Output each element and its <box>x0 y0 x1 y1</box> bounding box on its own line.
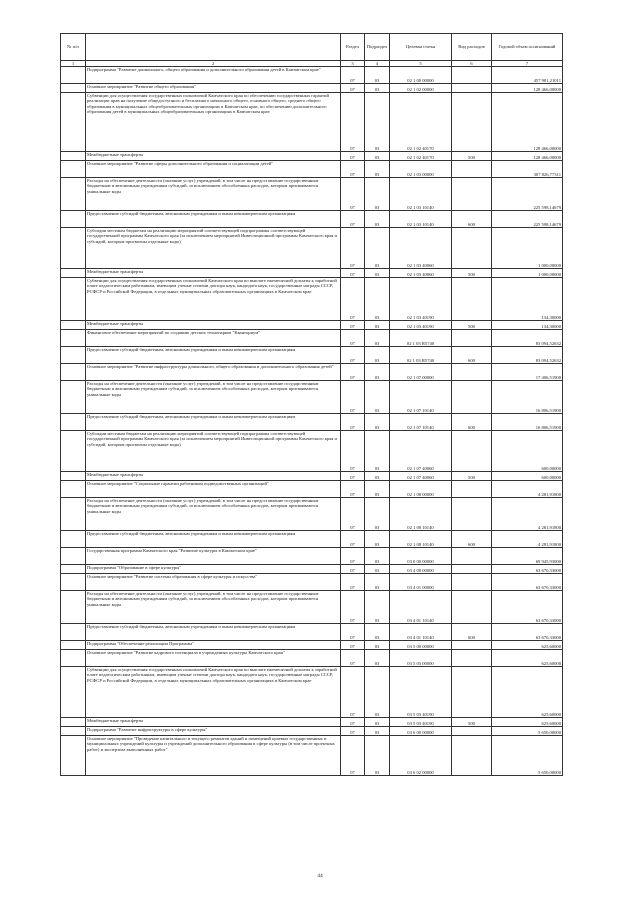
row-amount: 16 806,51900 <box>492 381 563 414</box>
row-target-item: 03 4 00 00000 <box>390 565 452 574</box>
row-subsection: 03 <box>365 84 390 93</box>
column-index: 7 <box>492 61 563 67</box>
row-subsection: 03 <box>365 667 390 718</box>
row-target-item: 02 1 07 10140 <box>390 381 452 414</box>
row-number <box>61 178 86 211</box>
row-subsection: 03 <box>365 472 390 481</box>
table-row <box>61 624 563 641</box>
row-expense-type <box>452 641 492 650</box>
table-row <box>61 565 563 574</box>
row-amount: 225 598,14679 <box>492 178 563 211</box>
row-name: Предоставление субсидий бюджетным, автономным учреждениям и иным некоммерческим организациям <box>86 211 341 228</box>
row-section: 07 <box>341 667 365 718</box>
row-number <box>61 269 86 278</box>
row-name: Межбюджетные трансферты <box>86 718 341 727</box>
table-row <box>61 347 563 364</box>
row-amount: 1 000,00000 <box>492 228 563 269</box>
row-name: Субсидии местным бюджетам на реализацию мероприятий соответствующей подпрограммы соответствующей государственной программы Камчатского края (за исключением мероприятий Инвестиционной программы Камчатского края и субсидий, которым присвоены отдельные коды) <box>86 228 341 269</box>
table-row <box>61 178 563 211</box>
table-row <box>61 641 563 650</box>
row-section: 07 <box>341 330 365 347</box>
row-section: 07 <box>341 481 365 498</box>
row-subsection: 03 <box>365 178 390 211</box>
header-expense-type: Вид расходов <box>452 34 492 61</box>
row-expense-type <box>452 67 492 84</box>
table-row <box>61 321 563 330</box>
row-number <box>61 347 86 364</box>
row-name: Основное мероприятие "Развитие инфраструктуры дошкольного, общего образования и дополнительного образования детей" <box>86 364 341 381</box>
row-section: 07 <box>341 178 365 211</box>
row-section: 07 <box>341 67 365 84</box>
row-number <box>61 152 86 161</box>
row-subsection: 03 <box>365 650 390 667</box>
table-row <box>61 650 563 667</box>
table-row <box>61 278 563 321</box>
row-target-item: 02 1 08 00000 <box>390 481 452 498</box>
row-subsection: 03 <box>365 347 390 364</box>
row-name: Государственная программа Камчатского края "Развитие культуры в Камчатском крае" <box>86 548 341 565</box>
row-subsection: 03 <box>365 330 390 347</box>
row-section: 07 <box>341 211 365 228</box>
row-expense-type <box>452 330 492 347</box>
table-row <box>61 498 563 531</box>
row-subsection: 03 <box>365 727 390 736</box>
table-body <box>61 67 563 776</box>
row-name: Основное мероприятие "Развитие сферы дополнительного образования и социализации детей" <box>86 161 341 178</box>
row-name: Межбюджетные трансферты <box>86 472 341 481</box>
row-amount: 4 281,91800 <box>492 498 563 531</box>
row-name: Предоставление субсидий бюджетным, автономным учреждениям и иным некоммерческим организациям <box>86 414 341 431</box>
row-section: 07 <box>341 152 365 161</box>
row-expense-type <box>452 364 492 381</box>
row-expense-type <box>452 84 492 93</box>
row-target-item: 03 4 01 00000 <box>390 574 452 591</box>
row-amount: 134,30000 <box>492 321 563 330</box>
row-section: 07 <box>341 736 365 776</box>
row-name: Расходы на обеспечение деятельности (оказание услуг) учреждений, в том числе на предоставление государственным бюджетным и автономным учреждениям субсидий, за исключением обособленных расходов, которым присваиваются уникальные коды <box>86 381 341 414</box>
row-amount: 4 281,91800 <box>492 531 563 548</box>
row-amount: 625,60000 <box>492 718 563 727</box>
row-section: 07 <box>341 228 365 269</box>
header-annual-amount: Годовой объем ассигнований <box>492 34 563 61</box>
row-amount: 625,60000 <box>492 667 563 718</box>
row-amount: 600,00000 <box>492 431 563 472</box>
row-expense-type <box>452 381 492 414</box>
table-row <box>61 481 563 498</box>
row-number <box>61 650 86 667</box>
budget-table-sheet <box>60 33 562 776</box>
row-target-item: 02 1 03 10140 <box>390 211 452 228</box>
row-number <box>61 591 86 624</box>
table-row <box>61 161 563 178</box>
row-expense-type: 500 <box>452 321 492 330</box>
row-target-item: 03 5 03 00000 <box>390 650 452 667</box>
row-subsection: 03 <box>365 431 390 472</box>
column-index: 5 <box>390 61 452 67</box>
row-expense-type <box>452 93 492 152</box>
row-section: 07 <box>341 650 365 667</box>
row-target-item: 02 1 00 00000 <box>390 67 452 84</box>
row-amount: 16 806,51900 <box>492 414 563 431</box>
row-subsection: 03 <box>365 152 390 161</box>
row-amount: 128 466,00000 <box>492 152 563 161</box>
row-target-item: 02 1 03 R5740 <box>390 347 452 364</box>
table-row <box>61 718 563 727</box>
row-target-item: 02 1 07 00000 <box>390 364 452 381</box>
table-row <box>61 414 563 431</box>
table-row <box>61 727 563 736</box>
row-section: 07 <box>341 591 365 624</box>
row-amount: 225 598,14679 <box>492 211 563 228</box>
row-number <box>61 381 86 414</box>
row-amount: 63 670,33000 <box>492 574 563 591</box>
row-expense-type <box>452 498 492 531</box>
row-expense-type <box>452 481 492 498</box>
row-subsection: 03 <box>365 364 390 381</box>
row-name: Подпрограмма "Образование в сфере культуры" <box>86 565 341 574</box>
header-number: № п/п <box>61 34 86 61</box>
row-target-item: 03 5 00 00000 <box>390 641 452 650</box>
row-subsection: 03 <box>365 269 390 278</box>
row-number <box>61 321 86 330</box>
row-amount: 5 650,00000 <box>492 727 563 736</box>
row-subsection: 03 <box>365 736 390 776</box>
table-row <box>61 591 563 624</box>
row-number <box>61 84 86 93</box>
row-target-item: 03 4 01 10140 <box>390 591 452 624</box>
row-subsection: 03 <box>365 531 390 548</box>
header-target-item: Целевая статья <box>390 34 452 61</box>
row-name: Подпрограмма "Обеспечение реализации Программы" <box>86 641 341 650</box>
row-subsection: 03 <box>365 211 390 228</box>
row-expense-type <box>452 548 492 565</box>
row-amount: 63 670,33000 <box>492 591 563 624</box>
row-expense-type: 600 <box>452 531 492 548</box>
row-number <box>61 718 86 727</box>
column-index: 2 <box>86 61 341 67</box>
row-number <box>61 93 86 152</box>
row-amount: 17 406,51900 <box>492 364 563 381</box>
row-section: 07 <box>341 269 365 278</box>
row-name: Межбюджетные трансферты <box>86 321 341 330</box>
row-expense-type <box>452 278 492 321</box>
row-section: 07 <box>341 472 365 481</box>
row-expense-type: 500 <box>452 269 492 278</box>
row-amount: 625,60000 <box>492 641 563 650</box>
row-number <box>61 472 86 481</box>
table-row <box>61 84 563 93</box>
row-target-item: 02 1 02 00000 <box>390 84 452 93</box>
row-name: Расходы на обеспечение деятельности (оказание услуг) учреждений, в том числе на предоставление государственным бюджетным и автономным учреждениям субсидий, за исключением обособленных расходов, которым присваиваются уникальные коды <box>86 591 341 624</box>
row-expense-type: 600 <box>452 211 492 228</box>
table-row <box>61 531 563 548</box>
row-expense-type: 500 <box>452 152 492 161</box>
row-name: Предоставление субсидий бюджетным, автономным учреждениям и иным некоммерческим организациям <box>86 531 341 548</box>
table-row <box>61 330 563 347</box>
row-number <box>61 667 86 718</box>
row-subsection: 03 <box>365 591 390 624</box>
row-section: 07 <box>341 718 365 727</box>
row-target-item: 02 1 02 40170 <box>390 93 452 152</box>
row-subsection: 03 <box>365 228 390 269</box>
row-number <box>61 481 86 498</box>
row-number <box>61 727 86 736</box>
row-number <box>61 414 86 431</box>
column-index: 4 <box>365 61 390 67</box>
row-target-item: 03 4 01 10140 <box>390 624 452 641</box>
row-amount: 69 945,93000 <box>492 548 563 565</box>
row-expense-type <box>452 574 492 591</box>
row-subsection: 03 <box>365 481 390 498</box>
row-number <box>61 736 86 776</box>
row-subsection: 03 <box>365 548 390 565</box>
row-amount: 457 981,21011 <box>492 67 563 84</box>
row-subsection: 03 <box>365 565 390 574</box>
row-amount: 307 826,77311 <box>492 161 563 178</box>
header-section: Раздел <box>341 34 365 61</box>
row-name: Предоставление субсидий бюджетным, автономным учреждениям и иным некоммерческим организациям <box>86 624 341 641</box>
row-amount: 63 670,33000 <box>492 624 563 641</box>
row-subsection: 03 <box>365 93 390 152</box>
row-expense-type <box>452 591 492 624</box>
row-target-item: 02 1 03 R5740 <box>390 330 452 347</box>
row-name: Основное мероприятие "Развитие кадрового потенциала в учреждениях культуры Камчатского края" <box>86 650 341 667</box>
row-name: Субвенции для осуществления государственных полномочий Камчатского края по обеспечению государственных гарантий реализации прав на получение общедоступного и бесплатного начального общего, основного общего, среднего общего образования в муниципальных общеобразовательных организациях в Камчатском крае, по обеспечению дополнительного образования детей в муниципальных общеобразовательных организациях в Камчатском крае <box>86 93 341 152</box>
table-row <box>61 574 563 591</box>
row-number <box>61 330 86 347</box>
row-name: Основное мероприятие "Социальные гарантии работникам подведомственных организаций" <box>86 481 341 498</box>
table-row <box>61 472 563 481</box>
table-row <box>61 364 563 381</box>
row-amount: 134,30000 <box>492 278 563 321</box>
row-expense-type <box>452 431 492 472</box>
header-subsection: Подраздел <box>365 34 390 61</box>
row-target-item: 02 1 03 40190 <box>390 321 452 330</box>
row-amount: 63 670,33000 <box>492 565 563 574</box>
row-number <box>61 548 86 565</box>
row-number <box>61 498 86 531</box>
row-subsection: 03 <box>365 641 390 650</box>
row-subsection: 03 <box>365 498 390 531</box>
row-subsection: 03 <box>365 381 390 414</box>
row-subsection: 03 <box>365 574 390 591</box>
column-index: 3 <box>341 61 365 67</box>
row-number <box>61 624 86 641</box>
row-target-item: 02 1 03 40190 <box>390 278 452 321</box>
row-subsection: 03 <box>365 278 390 321</box>
row-expense-type <box>452 667 492 718</box>
row-target-item: 03 5 03 40190 <box>390 718 452 727</box>
row-section: 07 <box>341 727 365 736</box>
table-row <box>61 736 563 776</box>
row-section: 07 <box>341 278 365 321</box>
row-target-item: 03 6 00 00000 <box>390 727 452 736</box>
row-expense-type: 500 <box>452 472 492 481</box>
row-target-item: 02 1 03 10140 <box>390 178 452 211</box>
table-row <box>61 431 563 472</box>
row-subsection: 03 <box>365 67 390 84</box>
table-row <box>61 228 563 269</box>
budget-table <box>60 33 563 776</box>
row-expense-type <box>452 161 492 178</box>
row-amount: 1 000,00000 <box>492 269 563 278</box>
table-row <box>61 667 563 718</box>
row-target-item: 02 1 02 40170 <box>390 152 452 161</box>
row-name: Финансовое обеспечение мероприятий по созданию детских технопарков "Кванториум" <box>86 330 341 347</box>
row-section: 07 <box>341 574 365 591</box>
row-target-item: 03 0 00 00000 <box>390 548 452 565</box>
row-section: 07 <box>341 321 365 330</box>
table-row <box>61 93 563 152</box>
row-target-item: 02 1 03 40060 <box>390 269 452 278</box>
row-amount: 83 094,52632 <box>492 347 563 364</box>
row-expense-type <box>452 736 492 776</box>
table-row <box>61 548 563 565</box>
row-name: Субсидии местным бюджетам на реализацию мероприятий соответствующей подпрограммы соответствующей государственной программы Камчатского края (за исключением мероприятий Инвестиционной программы Камчатского края и субсидий, которым присвоены отдельные коды) <box>86 431 341 472</box>
row-amount: 4 281,91800 <box>492 481 563 498</box>
row-number <box>61 364 86 381</box>
row-subsection: 03 <box>365 414 390 431</box>
row-name: Предоставление субсидий бюджетным, автономным учреждениям и иным некоммерческим организациям <box>86 347 341 364</box>
row-expense-type: 600 <box>452 624 492 641</box>
row-number <box>61 565 86 574</box>
row-section: 07 <box>341 641 365 650</box>
row-section: 07 <box>341 498 365 531</box>
row-number <box>61 431 86 472</box>
row-subsection: 03 <box>365 321 390 330</box>
row-section: 07 <box>341 531 365 548</box>
row-name: Подпрограмма "Развитие инфраструктуры в сфере культуры" <box>86 727 341 736</box>
row-target-item: 02 1 08 10140 <box>390 498 452 531</box>
table-header-row <box>61 34 563 61</box>
row-name: Субвенции для осуществления государственных полномочий Камчатского края по выплате ежемесячной доплаты к заработной плате педагогическим работникам, имеющим ученые степени доктора наук, кандидата наук, государственные награды СССР, РСФСР и Российской Федерации, в отдельных муниципальных образовательных организациях в Камчатском крае <box>86 667 341 718</box>
row-amount: 625,60000 <box>492 650 563 667</box>
row-name: Основное мероприятие "Развитие системы образования в сфере культуры и искусства" <box>86 574 341 591</box>
row-target-item: 03 5 03 40190 <box>390 667 452 718</box>
row-amount: 128 466,00000 <box>492 93 563 152</box>
row-section: 07 <box>341 431 365 472</box>
table-row <box>61 381 563 414</box>
row-name: Основное мероприятие "Развитие общего образования" <box>86 84 341 93</box>
row-name: Расходы на обеспечение деятельности (оказание услуг) учреждений, в том числе на предоставление государственным бюджетным и автономным учреждениям субсидий, за исключением обособленных расходов, которым присваиваются уникальные коды <box>86 178 341 211</box>
table-row <box>61 211 563 228</box>
row-expense-type: 600 <box>452 414 492 431</box>
row-target-item: 02 1 03 00000 <box>390 161 452 178</box>
row-target-item: 03 6 02 00000 <box>390 736 452 776</box>
row-target-item: 02 1 07 10140 <box>390 414 452 431</box>
row-amount: 83 094,52632 <box>492 330 563 347</box>
row-section: 07 <box>341 565 365 574</box>
row-section: 07 <box>341 624 365 641</box>
column-index: 1 <box>61 61 86 67</box>
row-amount: 5 650,00000 <box>492 736 563 776</box>
row-name: Межбюджетные трансферты <box>86 269 341 278</box>
row-expense-type: 500 <box>452 718 492 727</box>
row-name: Подпрограмма "Развитие дошкольного, общего образования и дополнительного образования детей в Камчатском крае" <box>86 67 341 84</box>
row-section: 07 <box>341 548 365 565</box>
row-expense-type <box>452 650 492 667</box>
row-section: 07 <box>341 364 365 381</box>
row-expense-type <box>452 565 492 574</box>
column-index: 6 <box>452 61 492 67</box>
row-number <box>61 161 86 178</box>
row-target-item: 02 1 08 10140 <box>390 531 452 548</box>
row-section: 07 <box>341 93 365 152</box>
row-number <box>61 278 86 321</box>
row-number <box>61 67 86 84</box>
row-expense-type <box>452 727 492 736</box>
row-number <box>61 574 86 591</box>
row-subsection: 03 <box>365 624 390 641</box>
row-number <box>61 228 86 269</box>
table-row <box>61 269 563 278</box>
page-number: 44 <box>317 873 323 879</box>
row-amount: 600,00000 <box>492 472 563 481</box>
row-amount: 128 466,00000 <box>492 84 563 93</box>
row-subsection: 03 <box>365 161 390 178</box>
table-row <box>61 152 563 161</box>
row-section: 07 <box>341 161 365 178</box>
row-name: Субвенции для осуществления государственных полномочий Камчатского края по выплате ежемесячной доплаты к заработной плате педагогическим работникам, имеющим ученые степени доктора наук, кандидата наук, государственные награды СССР, РСФСР и Российской Федерации, в отдельных муниципальных образовательных организациях в Камчатском крае <box>86 278 341 321</box>
row-section: 07 <box>341 381 365 414</box>
row-expense-type <box>452 228 492 269</box>
row-section: 07 <box>341 347 365 364</box>
row-number <box>61 211 86 228</box>
row-name: Межбюджетные трансферты <box>86 152 341 161</box>
row-subsection: 03 <box>365 718 390 727</box>
row-target-item: 02 1 03 40060 <box>390 228 452 269</box>
header-name <box>86 34 341 61</box>
row-section: 07 <box>341 84 365 93</box>
table-row <box>61 67 563 84</box>
row-name: Расходы на обеспечение деятельности (оказание услуг) учреждений, в том числе на предоставление государственным бюджетным и автономным учреждениям субсидий, за исключением обособленных расходов, которым присваиваются уникальные коды <box>86 498 341 531</box>
row-expense-type <box>452 178 492 211</box>
row-expense-type: 600 <box>452 347 492 364</box>
row-name: Основное мероприятие "Проведение капитального и текущего ремонтов зданий и помещений краевых государственных и муниципальных учреждений культуры и учреждений дополнительного образования в сфере культуры (в том числе проектных работ) и экспертиза выполненных работ" <box>86 736 341 776</box>
row-number <box>61 641 86 650</box>
row-number <box>61 531 86 548</box>
row-target-item: 02 1 07 40060 <box>390 431 452 472</box>
row-section: 07 <box>341 414 365 431</box>
row-target-item: 02 1 07 40060 <box>390 472 452 481</box>
